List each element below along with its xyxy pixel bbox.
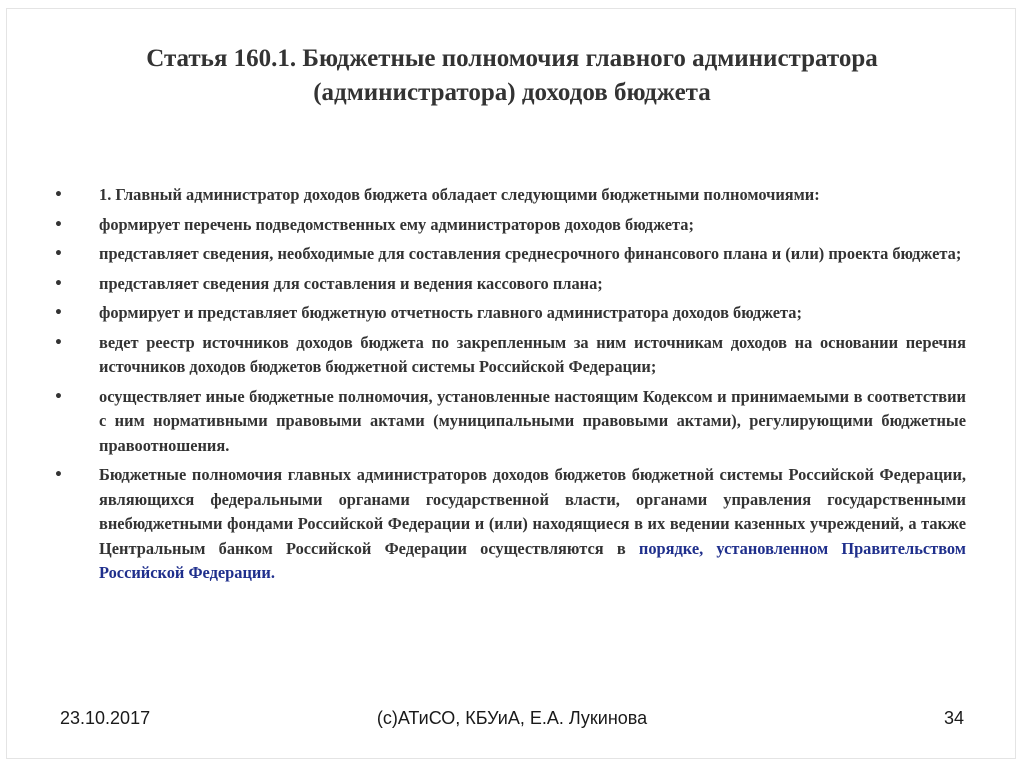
list-item	[54, 183, 966, 208]
list-item	[54, 463, 966, 586]
bullet-icon: •	[54, 216, 63, 233]
bullet-list	[54, 183, 966, 591]
list-item-text: Бюджетные полномочия главных администраторов доходов бюджетов бюджетной системы Российской Федерации, являющихся федеральными органами государственной власти, органами управления государственными внебюджетными фондами Российской Федерации и (или) находящиеся в их ведении казенных учреждений, а также Центральным банком Российской Федерации осуществляются в	[99, 465, 966, 558]
list-item-text: 1. Главный администратор доходов бюджета обладает следующими бюджетными полномочиями:	[99, 185, 820, 204]
government-procedure-link[interactable]: порядке, установленном Правительством Российской Федерации.	[99, 538, 966, 582]
footer-credit: (с)АТиСО, КБУиА, Е.А. Лукинова	[376, 708, 648, 728]
list-item	[54, 242, 966, 267]
list-item-text: ведет реестр источников доходов бюджета по закрепленным за ним источникам доходов на основании перечня источников доходов бюджетов бюджетной системы Российской Федерации;	[99, 332, 966, 376]
list-item-text: формирует и представляет бюджетную отчетность главного администратора доходов бюджета;	[99, 303, 802, 322]
list-item-text: представляет сведения для составления и ведения кассового плана;	[99, 273, 603, 293]
bullet-icon: •	[54, 467, 63, 483]
bullet-icon: •	[54, 334, 63, 351]
slide-footer	[0, 708, 1024, 732]
page-number: 34	[943, 708, 964, 728]
list-item	[54, 385, 966, 459]
bullet-icon: •	[54, 275, 63, 292]
list-item-text: представляет сведения, необходимые для составления среднесрочного финансового плана и (или) проекта бюджета;	[99, 244, 962, 263]
list-item	[54, 213, 966, 238]
bullet-icon: •	[54, 187, 63, 203]
title-line-2: (администратора) доходов бюджета	[313, 79, 711, 106]
bullet-icon: •	[54, 388, 63, 405]
list-item	[54, 272, 966, 297]
list-item	[54, 301, 966, 326]
list-item-text: осуществляет иные бюджетные полномочия, установленные настоящим Кодексом и принимаемыми в соответствии с ним нормативными правовыми актами (муниципальными правовыми актами), регулирующими бюджетные правоотношения.	[99, 386, 966, 455]
bullet-icon: •	[54, 305, 63, 321]
list-item-text: формирует перечень подведомственных ему администраторов доходов бюджета;	[99, 214, 694, 234]
list-item	[54, 331, 966, 380]
title-line-1: Статья 160.1. Бюджетные полномочия главного администратора	[146, 45, 878, 72]
bullet-icon: •	[54, 246, 63, 262]
slide-title	[60, 42, 964, 110]
footer-date: 23.10.2017	[60, 708, 151, 728]
